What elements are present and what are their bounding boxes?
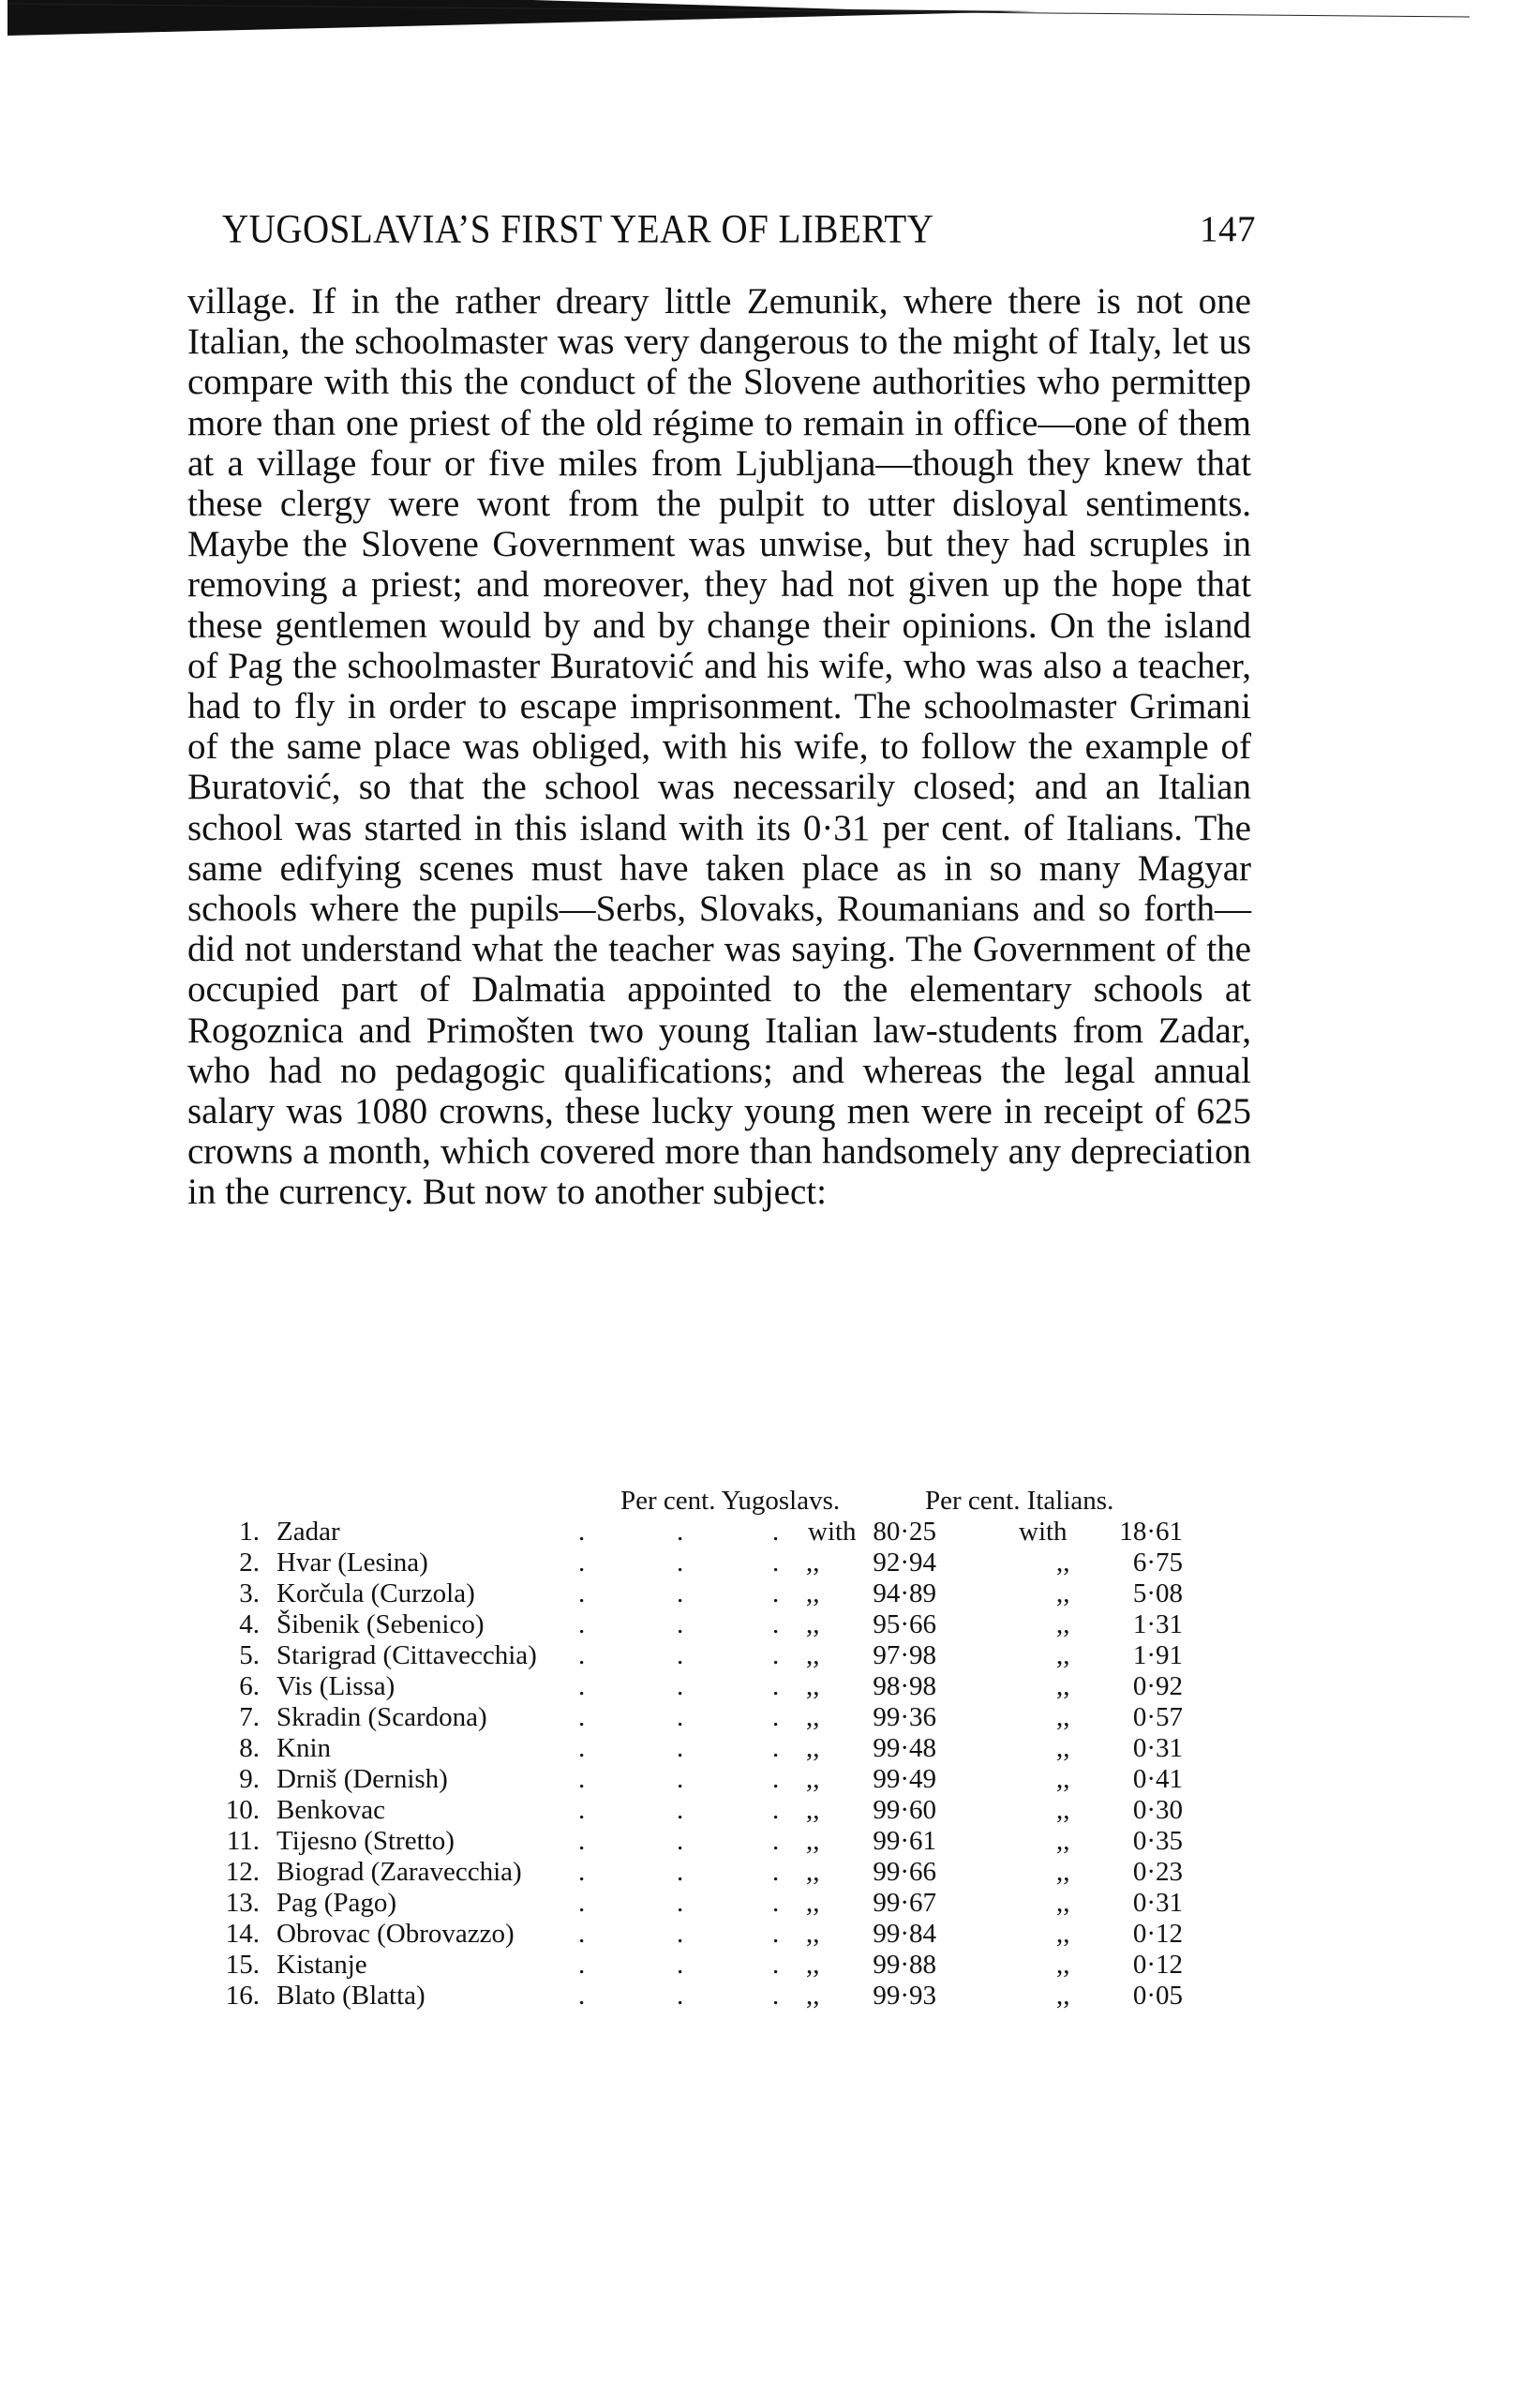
row-number: 14.	[225, 1919, 260, 1949]
leader-dot: .	[677, 1517, 684, 1547]
leader-dot: .	[677, 1548, 684, 1578]
leader-dot: .	[578, 1702, 586, 1732]
row-number: 13.	[225, 1888, 260, 1918]
ditto-mark: ,,	[806, 1640, 820, 1670]
table-row	[217, 1733, 1267, 1764]
ditto-mark: ,,	[806, 1919, 820, 1949]
ditto-mark: ,,	[1056, 1671, 1070, 1701]
table-row	[217, 1888, 1267, 1919]
place-name: Hvar (Lesina)	[276, 1548, 428, 1578]
table-row	[217, 1950, 1267, 1981]
yugoslavs-percent: 99·49	[873, 1764, 936, 1794]
place-name: Zadar	[276, 1517, 340, 1547]
leader-dot: .	[772, 1795, 780, 1825]
place-name: Kistanje	[276, 1950, 367, 1980]
place-name: Skradin (Scardona)	[276, 1702, 487, 1732]
yugoslavs-percent: 98·98	[873, 1671, 936, 1701]
yugoslavs-percent: 99·88	[873, 1950, 936, 1980]
ditto-mark: ,,	[806, 1671, 820, 1701]
place-name: Obrovac (Obrovazzo)	[276, 1919, 515, 1949]
italians-percent: 0·23	[1132, 1857, 1183, 1887]
table-row	[217, 1517, 1267, 1548]
leader-dot: .	[578, 1919, 586, 1949]
leader-dot: .	[772, 1950, 780, 1980]
table-row	[217, 1764, 1267, 1795]
leader-dot: .	[578, 1548, 586, 1578]
ditto-mark: ,,	[806, 1548, 820, 1578]
leader-dot: .	[677, 1795, 684, 1825]
leader-dot: .	[772, 1517, 780, 1547]
ditto-mark: ,,	[1056, 1826, 1070, 1856]
leader-dot: .	[772, 1733, 780, 1763]
row-number: 5.	[239, 1640, 260, 1670]
yugoslavs-percent: 97·98	[873, 1640, 936, 1670]
row-number: 11.	[226, 1826, 260, 1856]
row-number: 4.	[239, 1609, 260, 1639]
row-number: 2.	[239, 1548, 260, 1578]
leader-dot: .	[677, 1826, 684, 1856]
leader-dot: .	[677, 1578, 684, 1608]
leader-dot: .	[578, 1733, 586, 1763]
italians-percent: 0·12	[1132, 1919, 1183, 1949]
leader-dot: .	[578, 1671, 586, 1701]
place-name: Korčula (Curzola)	[276, 1578, 475, 1608]
row-number: 16.	[225, 1981, 260, 2011]
table-header	[217, 1486, 1267, 1517]
leader-dot: .	[772, 1578, 780, 1608]
place-name: Pag (Pago)	[276, 1888, 397, 1918]
leader-dot: .	[677, 1981, 684, 2011]
population-table	[217, 1486, 1267, 2012]
leader-dot: .	[578, 1857, 586, 1887]
leader-dot: .	[578, 1981, 586, 2011]
ditto-mark: ,,	[806, 1733, 820, 1763]
ditto-mark: ,,	[806, 1764, 820, 1794]
column-header-yugoslavs: Per cent. Yugoslavs.	[620, 1486, 841, 1516]
place-name: Drniš (Dernish)	[276, 1764, 448, 1794]
italians-percent: 1·31	[1132, 1609, 1183, 1639]
leader-dot: .	[772, 1888, 780, 1918]
italians-percent: 0·57	[1132, 1702, 1183, 1732]
yugoslavs-percent: 99·36	[873, 1702, 936, 1732]
leader-dot: .	[578, 1950, 586, 1980]
leader-dot: .	[578, 1517, 586, 1547]
yugoslavs-percent: 99·84	[873, 1919, 936, 1949]
column-header-italians: Per cent. Italians.	[925, 1486, 1114, 1516]
place-name: Šibenik (Sebenico)	[276, 1609, 485, 1639]
body-paragraph: village. If in the rather dreary little Zemunik, where there is not one Italian, the schoolmaster was very dangerous to the might of Italy, let us compare with this the conduct of the Slovene authorities who permittep more than one priest of the old régime to remain in office—one of them at a village four or five miles from Ljubljana—though they knew that these clergy were wont from the pulpit to utter disloyal sentiments. Maybe the Slovene Government was unwise, but they had scruples in removing a priest; and moreover, they had not given up the hope that these gentlemen would by and by change their opinions. On the island of Pag the schoolmaster Buratović and his wife, who was also a teacher, had to fly in order to escape imprisonment. The schoolmaster Grimani of the same place was obliged, with his wife, to follow the example of Buratović, so that the school was necessarily closed; and an Italian school was started in this island with its 0·31 per cent. of Italians. The same edifying scenes must have taken place as in so many Magyar schools where the pupils—Serbs, Slovaks, Roumanians and so forth—did not understand what the teacher was saying. The Government of the occupied part of Dalmatia appointed to the elementary schools at Rogoznica and Primošten two young Italian law-students from Zadar, who had no pedagogic qualifications; and whereas the legal annual salary was 1080 crowns, these lucky young men were in receipt of 625 crowns a month, which covered more than handsomely any depreciation in the currency. But now to another subject:	[187, 281, 1251, 1213]
ditto-mark: ,,	[806, 1857, 820, 1887]
leader-dot: .	[677, 1702, 684, 1732]
ditto-mark: ,,	[806, 1795, 820, 1825]
leader-dot: .	[772, 1826, 780, 1856]
row-number: 3.	[239, 1578, 260, 1608]
leader-dot: .	[772, 1919, 780, 1949]
ditto-mark: ,,	[1056, 1919, 1070, 1949]
with-label: with	[808, 1517, 857, 1547]
page-number: 147	[1200, 209, 1256, 249]
italians-percent: 0·41	[1132, 1764, 1183, 1794]
row-number: 15.	[225, 1950, 260, 1980]
leader-dot: .	[772, 1671, 780, 1701]
table-row	[217, 1826, 1267, 1857]
leader-dot: .	[772, 1981, 780, 2011]
row-number: 12.	[225, 1857, 260, 1887]
table-row	[217, 1981, 1267, 2012]
yugoslavs-percent: 99·60	[873, 1795, 936, 1825]
place-name: Starigrad (Cittavecchia)	[276, 1640, 537, 1670]
italians-percent: 6·75	[1132, 1548, 1183, 1578]
ditto-mark: ,,	[1056, 1733, 1070, 1763]
place-name: Blato (Blatta)	[276, 1981, 426, 2011]
ditto-mark: ,,	[806, 1981, 820, 2011]
ditto-mark: ,,	[1056, 1764, 1070, 1794]
leader-dot: .	[578, 1795, 586, 1825]
place-name: Benkovac	[276, 1795, 385, 1825]
leader-dot: .	[578, 1888, 586, 1918]
ditto-mark: ,,	[806, 1888, 820, 1918]
ditto-mark: ,,	[1056, 1578, 1070, 1608]
leader-dot: .	[578, 1609, 586, 1639]
leader-dot: .	[677, 1640, 684, 1670]
ditto-mark: ,,	[1056, 1548, 1070, 1578]
leader-dot: .	[578, 1826, 586, 1856]
ditto-mark: ,,	[806, 1950, 820, 1980]
ditto-mark: ,,	[1056, 1609, 1070, 1639]
row-number: 6.	[239, 1671, 260, 1701]
running-title: YUGOSLAVIA’S FIRST YEAR OF LIBERTY	[222, 206, 934, 252]
italians-percent: 5·08	[1132, 1578, 1183, 1608]
row-number: 8.	[239, 1733, 260, 1763]
scan-edge-artifact	[7, 0, 1470, 37]
ditto-mark: ,,	[1056, 1981, 1070, 2011]
italians-percent: 0·12	[1132, 1950, 1183, 1980]
yugoslavs-percent: 99·61	[873, 1826, 936, 1856]
table-row	[217, 1578, 1267, 1609]
row-number: 9.	[239, 1764, 260, 1794]
place-name: Vis (Lissa)	[276, 1671, 396, 1701]
table-row	[217, 1640, 1267, 1671]
italians-percent: 0·35	[1132, 1826, 1183, 1856]
leader-dot: .	[772, 1609, 780, 1639]
italians-percent: 0·31	[1132, 1733, 1183, 1763]
leader-dot: .	[772, 1764, 780, 1794]
row-number: 7.	[239, 1702, 260, 1732]
italians-percent: 1·91	[1132, 1640, 1183, 1670]
leader-dot: .	[772, 1857, 780, 1887]
ditto-mark: ,,	[806, 1609, 820, 1639]
ditto-mark: ,,	[806, 1826, 820, 1856]
italians-percent: 0·92	[1132, 1671, 1183, 1701]
table-row	[217, 1702, 1267, 1733]
leader-dot: .	[677, 1609, 684, 1639]
leader-dot: .	[677, 1764, 684, 1794]
italians-percent: 0·05	[1132, 1981, 1183, 2011]
yugoslavs-percent: 99·67	[873, 1888, 936, 1918]
leader-dot: .	[772, 1548, 780, 1578]
running-head	[222, 206, 1256, 252]
yugoslavs-percent: 99·48	[873, 1733, 936, 1763]
italians-percent: 0·31	[1132, 1888, 1183, 1918]
leader-dot: .	[772, 1640, 780, 1670]
yugoslavs-percent: 94·89	[873, 1578, 936, 1608]
ditto-mark: ,,	[1056, 1795, 1070, 1825]
ditto-mark: ,,	[1056, 1950, 1070, 1980]
table-row	[217, 1919, 1267, 1950]
table-row	[217, 1795, 1267, 1826]
leader-dot: .	[578, 1764, 586, 1794]
ditto-mark: ,,	[806, 1578, 820, 1608]
italians-percent: 0·30	[1132, 1795, 1183, 1825]
yugoslavs-percent: 80·25	[873, 1517, 936, 1547]
place-name: Biograd (Zaravecchia)	[276, 1857, 522, 1887]
italians-percent: 18·61	[1119, 1517, 1183, 1547]
ditto-mark: ,,	[1056, 1888, 1070, 1918]
ditto-mark: ,,	[1056, 1702, 1070, 1732]
leader-dot: .	[677, 1888, 684, 1918]
leader-dot: .	[677, 1919, 684, 1949]
ditto-mark: ,,	[1056, 1640, 1070, 1670]
yugoslavs-percent: 92·94	[873, 1548, 936, 1578]
yugoslavs-percent: 99·66	[873, 1857, 936, 1887]
table-row	[217, 1671, 1267, 1702]
table-row	[217, 1548, 1267, 1578]
place-name: Knin	[276, 1733, 331, 1763]
with-label: with	[1019, 1517, 1068, 1547]
leader-dot: .	[578, 1578, 586, 1608]
table-row	[217, 1857, 1267, 1888]
table-row	[217, 1609, 1267, 1640]
ditto-mark: ,,	[1056, 1857, 1070, 1887]
leader-dot: .	[772, 1702, 780, 1732]
ditto-mark: ,,	[806, 1702, 820, 1732]
leader-dot: .	[578, 1640, 586, 1670]
row-number: 1.	[239, 1517, 260, 1547]
leader-dot: .	[677, 1671, 684, 1701]
leader-dot: .	[677, 1950, 684, 1980]
leader-dot: .	[677, 1733, 684, 1763]
row-number: 10.	[225, 1795, 260, 1825]
body-text	[187, 281, 1251, 1213]
place-name: Tijesno (Stretto)	[276, 1826, 455, 1856]
yugoslavs-percent: 95·66	[873, 1609, 936, 1639]
table-body	[217, 1517, 1267, 2012]
leader-dot: .	[677, 1857, 684, 1887]
yugoslavs-percent: 99·93	[873, 1981, 936, 2011]
